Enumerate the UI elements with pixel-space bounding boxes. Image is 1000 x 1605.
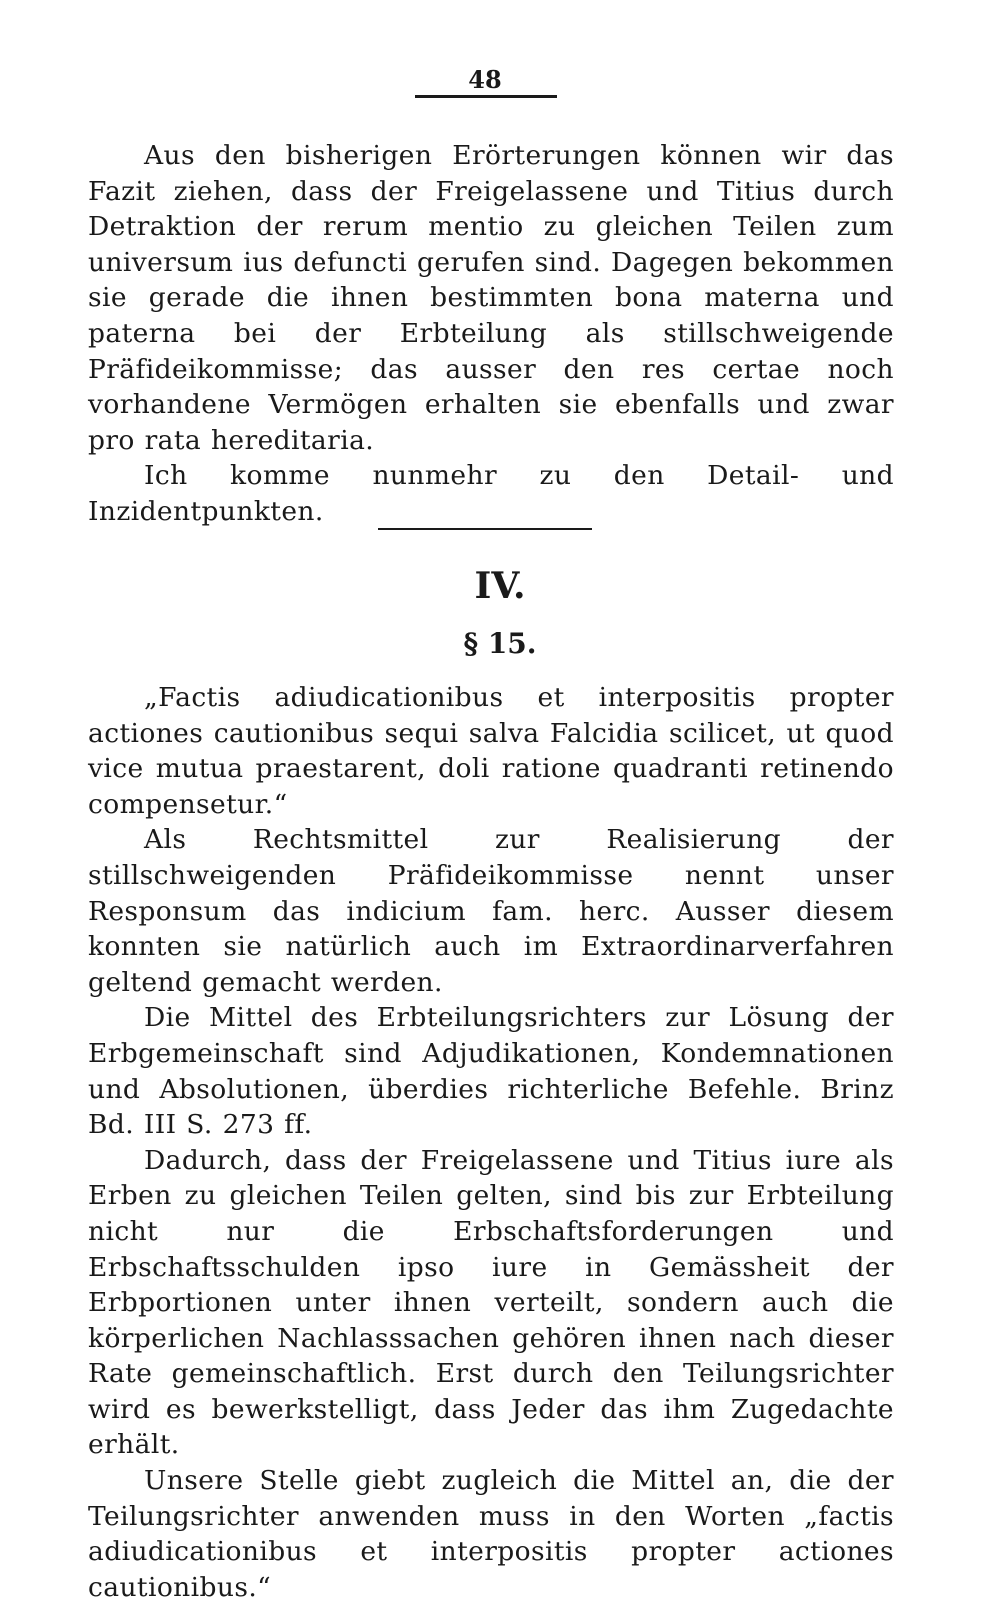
text-block-bottom [88,680,894,1605]
paragraph: Die Mittel des Erbteilungsrichters zur Lösung der Erbgemeinschaft sind Adjudikationen, Kondemnationen und Absolutionen, überdies richterliche Befehle. Brinz Bd. III S. 273 ff. [88,1002,894,1141]
text-block-top [88,138,894,530]
paragraph: Ich komme nunmehr zu den Detail- und Inzidentpunkten. [88,460,894,527]
paragraph: „Factis adiudicationibus et interpositis propter actiones cautionibus sequi salva Falcidia scilicet, ut quod vice mutua praestarent, doli ratione quadranti retinendo compensetur.“ [88,682,894,820]
section-divider [378,528,592,530]
part-heading: IV. [474,565,526,607]
paragraph: Dadurch, dass der Freigelassene und Titius iure als Erben zu gleichen Teilen gelten, sind bis zur Erbteilung nicht nur die Erbschaftsforderungen und Erbschaftsschulden ipso iure in Gemässheit der Erbportionen unter ihnen verteilt, sondern auch die körperlichen Nachlasssachen gehören ihnen nach dieser Rate gemeinschaftlich. Erst durch den Teilungsrichter wird es bewerkstelligt, dass Jeder das ihm Zugedachte erhält. [88,1144,894,1461]
section-heading: § 15. [463,627,537,660]
paragraph: Unsere Stelle giebt zugleich die Mittel an, die der Teilungsrichter anwenden muss in den Worten „factis adiudicationibus et interpositis propter actiones cautionibus.“ [88,1465,894,1603]
paragraph: Als Rechtsmittel zur Realisierung der stillschweigenden Präfideikommisse nennt unser Responsum das indicium fam. herc. Ausser diesem konnten sie natürlich auch im Extraordinarverfahren geltend gemacht werden. [88,824,894,998]
page-number-rule [415,95,557,98]
page-number: 48 [468,65,502,94]
paragraph: Aus den bisherigen Erörterungen können wir das Fazit ziehen, dass der Freigelassene und Titius durch Detraktion der rerum mentio zu gleichen Teilen zum universum ius defuncti gerufen sind. Dagegen bekommen sie gerade die ihnen bestimmten bona materna und paterna bei der Erbteilung als stillschweigende Präfideikommisse; das ausser den res certae noch vorhandene Vermögen erhalten sie ebenfalls und zwar pro rata hereditaria. [88,140,894,456]
